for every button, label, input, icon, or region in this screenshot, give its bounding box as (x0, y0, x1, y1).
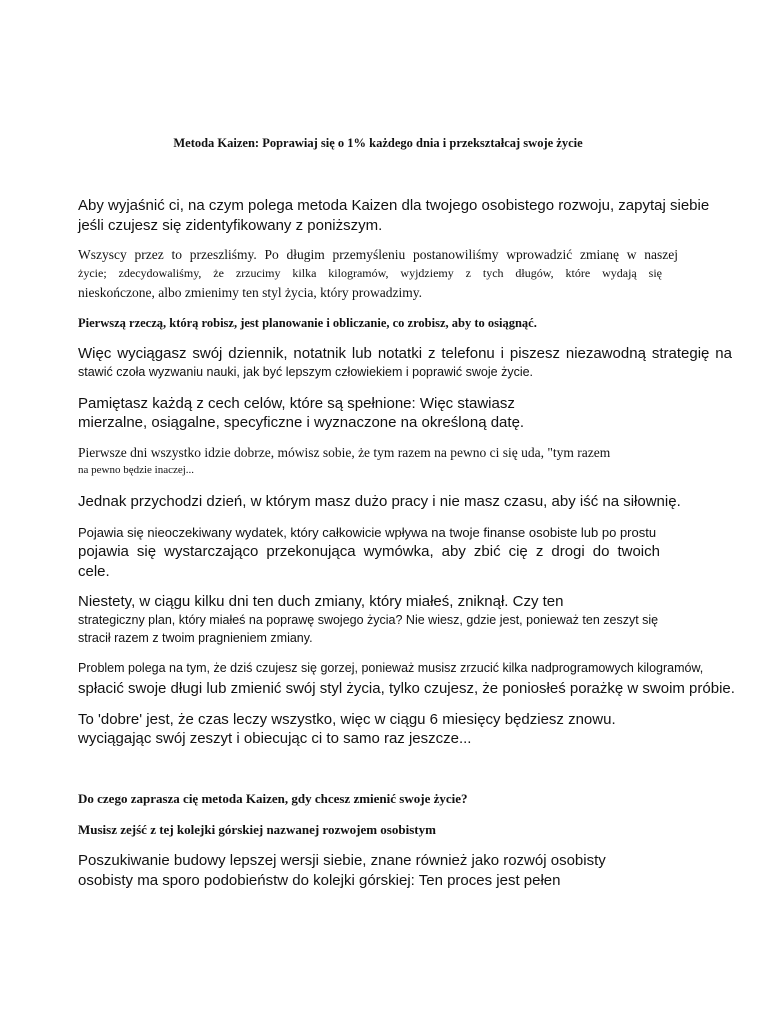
paragraph-3-line-1: Pierwszą rzeczą, którą robisz, jest planowanie i obliczanie, co zrobisz, aby to osiągnąć. (78, 316, 537, 330)
paragraph-10-line-2: spłacić swoje długi lub zmienić swój styl życia, tylko czujesz, że poniosłeś porażkę w swoim próbie. (78, 680, 735, 697)
final-paragraph-line-1: Poszukiwanie budowy lepszej wersji siebie, znane również jako rozwój osobisty (78, 852, 606, 869)
paragraph-6-line-1: Pierwsze dni wszystko idzie dobrze, mówisz sobie, że tym razem na pewno ci się uda, "tym razem (78, 445, 611, 460)
paragraph-1-line-1: Aby wyjaśnić ci, na czym polega metoda Kaizen dla twojego osobistego rozwoju, zapytaj siebie (78, 197, 710, 214)
paragraph-5-line-2: mierzalne, osiągalne, specyficzne i wyznaczone na określoną datę. (78, 414, 525, 431)
paragraph-7-line-1: Jednak przychodzi dzień, w którym masz dużo pracy i nie masz czasu, aby iść na siłownię. (78, 493, 681, 510)
paragraph-8-line-3: cele. (78, 563, 110, 580)
paragraph-2-line-3: nieskończone, albo zmienimy ten styl życia, który prowadzimy. (78, 285, 423, 300)
paragraph-6-line-2: na pewno będzie inaczej... (78, 464, 195, 476)
document-title: Metoda Kaizen: Poprawiaj się o 1% każdego dnia i przekształcaj swoje życie (173, 136, 583, 150)
paragraph-9-line-2: strategiczny plan, który miałeś na poprawę swojego życia? Nie wiesz, gdzie jest, ponieważ ten zeszyt się (78, 613, 659, 627)
paragraph-2-line-2: życie; zdecydowaliśmy, że zrzucimy kilka kilogramów, wyjdziemy z tych długów, które wydają się (78, 266, 662, 280)
paragraph-2-line-1: Wszyscy przez to przeszliśmy. Po długim przemyśleniu postanowiliśmy wprowadzić zmianę w naszej (78, 247, 678, 262)
paragraph-4-line-2: stawić czoła wyzwaniu nauki, jak być lepszym człowiekiem i poprawić swoje życie. (78, 365, 534, 379)
paragraph-5-line-1: Pamiętasz każdą z cech celów, które są spełnione: Więc stawiasz (78, 395, 515, 412)
final-paragraph-line-2: osobisty ma sporo podobieństw do kolejki górskiej: Ten proces jest pełen (78, 872, 561, 889)
section-heading-2: Musisz zejść z tej kolejki górskiej nazwanej rozwojem osobistym (78, 822, 436, 837)
paragraph-9-line-3: stracił razem z twoim pragnieniem zmiany. (78, 631, 313, 645)
paragraph-8-line-1: Pojawia się nieoczekiwany wydatek, który całkowicie wpływa na twoje finanse osobiste lub po prostu (78, 525, 657, 540)
paragraph-9-line-1: Niestety, w ciągu kilku dni ten duch zmiany, który miałeś, zniknął. Czy ten (78, 593, 564, 610)
paragraph-11-line-2: wyciągając swój zeszyt i obiecując ci to samo raz jeszcze... (78, 730, 472, 747)
paragraph-11-line-1: To 'dobre' jest, że czas leczy wszystko, więc w ciągu 6 miesięcy będziesz znowu. (78, 711, 616, 728)
paragraph-4-line-1: Więc wyciągasz swój dziennik, notatnik lub notatki z telefonu i piszesz niezawodną strategię na (78, 345, 732, 362)
paragraph-8-line-2: pojawia się wystarczająco przekonująca wymówka, aby zbić cię z drogi do twoich (78, 543, 660, 560)
section-heading-1: Do czego zaprasza cię metoda Kaizen, gdy chcesz zmienić swoje życie? (78, 791, 468, 806)
paragraph-1-line-2: jeśli czujesz się zidentyfikowany z poniższym. (78, 217, 383, 234)
paragraph-10-line-1: Problem polega na tym, że dziś czujesz się gorzej, ponieważ musisz zrzucić kilka nadprogramowych kilogramów, (78, 661, 704, 675)
